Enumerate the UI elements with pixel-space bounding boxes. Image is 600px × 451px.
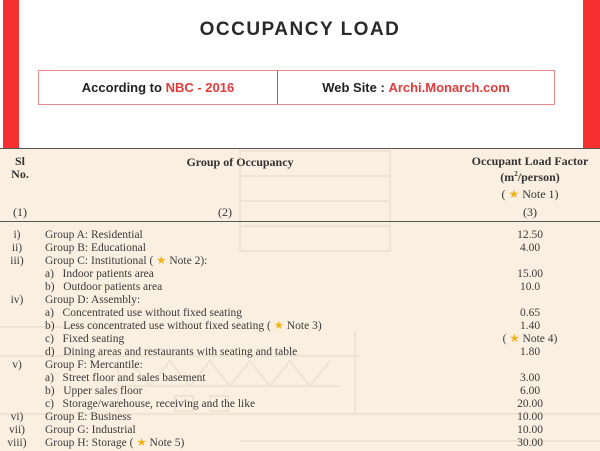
table-row: b) Less concentrated use without fixed seating ( ★ Note 3) 1.40 — [45, 320, 541, 332]
factor-unit: $(m^2/person)$ — [500, 170, 560, 184]
star-icon: ★ — [509, 333, 520, 345]
table-row: a) Indoor patients area 15.00 — [45, 268, 543, 280]
table-row: v) Group F: Mercantile: — [12, 359, 143, 371]
table-row: a) Street floor and sales basement 3.00 — [45, 372, 541, 384]
header-section — [0, 0, 600, 148]
table-row: iv) Group D: Assembly: — [10, 294, 141, 306]
star-icon: ★ — [273, 320, 284, 332]
table-row: vii) Group G: Industrial 10.00 — [9, 424, 543, 436]
table-row: b) Outdoor patients area 10.0 — [45, 281, 541, 293]
according-label: According to — [81, 80, 162, 95]
page-title: OCCUPANCY LOAD — [199, 19, 401, 40]
website-cell — [278, 71, 554, 104]
website-link[interactable]: Archi.Monarch.com — [388, 80, 510, 95]
col3-label: (3) — [523, 205, 537, 219]
table-row: a) Concentrated use without fixed seating 0.65 — [45, 307, 541, 319]
col1-label: (1) — [13, 205, 27, 219]
table-row: ii) Group B: Educational 4.00 — [11, 242, 541, 254]
according-cell — [39, 71, 278, 104]
table-row: i) Group A: Residential 12.50 — [13, 229, 543, 241]
table-row: viii) Group H: Storage ( ★ Note 5) 30.00 — [7, 437, 543, 449]
star-icon: ★ — [508, 187, 520, 201]
header-divider — [0, 221, 600, 222]
table-row: c) Storage/warehouse, receiving and the like 20.00 — [45, 398, 543, 410]
factor-note: ( ★ Note 1) — [501, 187, 559, 201]
factor-header: Occupant Load Factor $(m^2/person)$ — [460, 155, 600, 184]
star-icon: ★ — [136, 437, 147, 449]
table-row: b) Upper sales floor 6.00 — [45, 385, 541, 397]
group-header: Group of Occupancy — [186, 155, 294, 169]
sl-header: Sl No. — [11, 154, 29, 181]
star-icon: ★ — [156, 255, 167, 267]
standard-name: NBC - 2016 — [165, 80, 235, 95]
occupancy-table — [0, 148, 600, 451]
info-box — [38, 70, 555, 105]
website-label: Web Site : — [322, 80, 385, 95]
col2-label: (2) — [218, 205, 232, 219]
table-row: d) Dining areas and restaurants with seating and table 1.80 — [45, 346, 541, 358]
table-row: vi) Group E: Business 10.00 — [10, 411, 543, 423]
table-row: iii) Group C: Institutional ( ★ Note 2): — [10, 255, 208, 267]
table-row: c) Fixed seating ( ★ Note 4) — [45, 333, 558, 345]
